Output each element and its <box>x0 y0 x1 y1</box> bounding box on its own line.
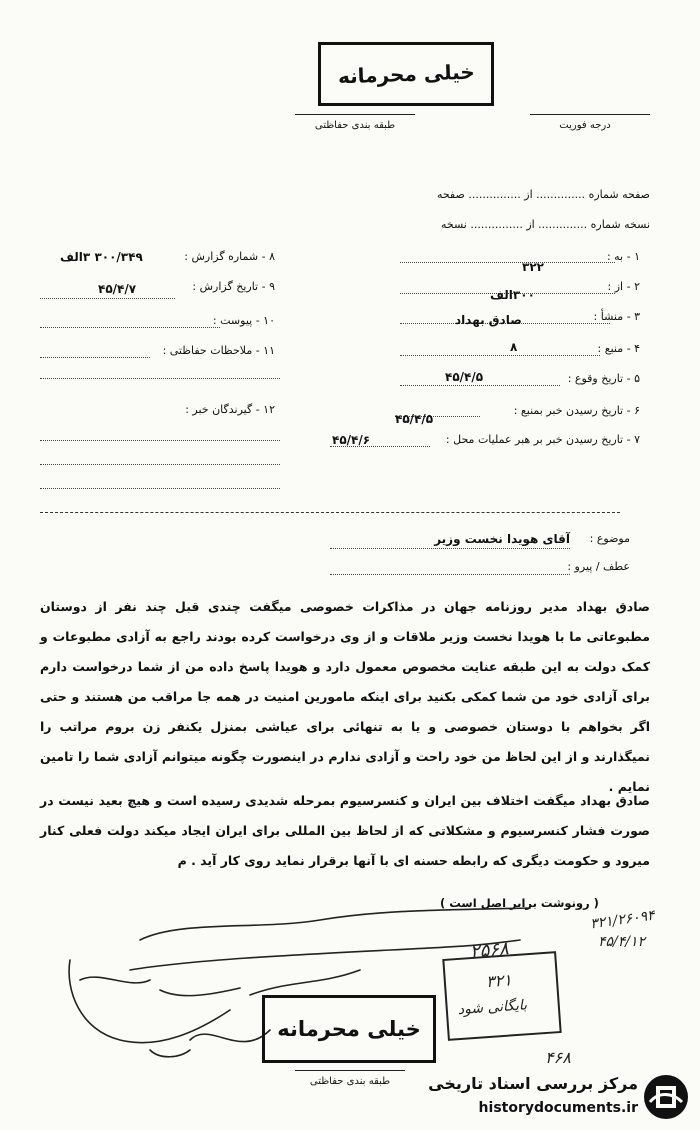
field-9-line <box>40 298 175 299</box>
field-9-label: ۹ - تاریخ گزارش : <box>192 280 275 293</box>
priority-label: درجه فوریت <box>559 120 611 131</box>
field-5-label: ۵ - تاریخ وقوع : <box>567 372 640 385</box>
field-12-line-2 <box>40 464 280 465</box>
reference-label: عطف / پیرو : <box>567 560 630 573</box>
field-7-value: ۴۵/۴/۶ <box>332 433 371 447</box>
reference-line <box>330 574 570 575</box>
subject-value: آقای هویدا نخست وزیر <box>434 532 570 546</box>
field-11-line <box>40 357 150 358</box>
handwritten-number-mid: ۲۵۶۸ <box>469 938 510 963</box>
field-5-line <box>400 385 560 386</box>
watermark <box>420 1070 690 1126</box>
classification-line-bottom <box>295 1070 405 1071</box>
field-5-value: ۴۵/۴/۵ <box>445 370 484 384</box>
field-12-line-3 <box>40 488 280 489</box>
handwritten-number-bottom: ۴۶۸ <box>545 1048 571 1067</box>
field-10-label: ۱۰ - پیوست : <box>212 314 275 327</box>
field-2-value: ۳۰۰الف <box>490 288 535 302</box>
field-4-value: ۸ <box>510 340 518 354</box>
body-paragraph-1: صادق بهداد مدیر روزنامه جهان در مذاکرات خصوصی میگفت چندی قبل چند نفر از دوستان مطبوعاتی ما با هویدا نخست وزیر ملاقات و از وی درخواست کرده بودند راجع به آزادی مطبوعات و کمک دولت به این طبقه عنایت مخصوص معمول دارد و هویدا پاسخ داده من از شما درخواست دارم برای آزادی خود من شما کمکی بکنید برای اینکه مامورین امنیت در همه جا مراقب من هستند و حتی اگر بخواهم با دوستان خصوصی و یا به تنهائی برای عیاشی بمنزل یکنفر زن بروم مراتب را نمیگذارند و از این لحاظ من خود راحت و آزادی ندارم در اینصورت چگونه میتوانم آزادی شما را تامین نمایم . <box>40 599 650 794</box>
archive-stamp-number: ۳۲۱ <box>485 970 513 992</box>
watermark-url: historydocuments.ir <box>478 1100 638 1116</box>
classification-label-top: طبقه بندی حفاظتی <box>314 120 396 131</box>
subject-label: موضوع : <box>589 532 630 545</box>
field-3-value: صادق بهداد <box>455 313 522 327</box>
field-6-value: ۴۵/۴/۵ <box>395 412 434 426</box>
field-1-line <box>400 262 615 263</box>
field-7-label: ۷ - تاریخ رسیدن خبر بر هبر عملیات محل : <box>445 433 640 446</box>
field-4-label: ۴ - منبع : <box>597 342 640 355</box>
field-6-label: ۶ - تاریخ رسیدن خبر بمنبع : <box>513 404 640 417</box>
field-1-value: ۳۲۲ <box>522 260 544 274</box>
field-11-label: ۱۱ - ملاحظات حفاظتی : <box>162 344 275 357</box>
copy-certification-note: ( رونوشت برابر اصل است ) <box>440 896 599 910</box>
field-9-value: ۴۵/۴/۷ <box>98 282 137 296</box>
classification-label-bottom: طبقه بندی حفاظتی <box>309 1076 391 1087</box>
handwritten-date: ۴۵/۴/۱۲ <box>598 934 646 950</box>
page-number-line: صفحه شماره .............. از ............... صفحه <box>436 188 650 201</box>
top-classification-stamp: خیلی محرمانه <box>318 42 494 106</box>
classification-line-top <box>295 114 415 115</box>
section-divider <box>40 512 620 513</box>
priority-line <box>530 114 650 115</box>
field-3-label: ۳ - منشأ : <box>593 310 640 323</box>
archive-stamp <box>442 951 561 1041</box>
watermark-title: مرکز بررسی اسناد تاریخی <box>428 1074 638 1093</box>
field-12-label: ۱۲ - گیرندگان خبر : <box>185 403 275 416</box>
field-2-label: ۲ - از : <box>607 280 640 293</box>
field-12-line-1 <box>40 440 280 441</box>
field-4-line <box>400 355 600 356</box>
archive-stamp-text: بایگانی شود <box>457 997 528 1019</box>
field-8-label: ۸ - شماره گزارش : <box>184 250 275 263</box>
subject-line <box>330 548 570 549</box>
copy-number-line: نسخه شماره .............. از ............... نسخه <box>441 218 650 231</box>
watermark-logo-icon <box>642 1072 690 1122</box>
body-paragraph-2: صادق بهداد میگفت اختلاف بین ایران و کنسرسیوم بمرحله شدیدی رسیده است و هیچ بعید نیست در صورت فشار کنسرسیوم و مشکلاتی که از لحاظ بین المللی برای ایران ایجاد میکند دولت فعلی کنار میرود و حکومت دیگری که رابطه حسنه ای با آنها برقرار نماید روی کار آید . م <box>40 793 650 868</box>
bottom-classification-stamp: خیلی محرمانه <box>262 995 436 1063</box>
field-11-line-2 <box>40 378 280 379</box>
handwritten-ref-number: ۳۲۱/۲۶۰۹۴ <box>589 907 656 933</box>
field-8-value: ۳۰۰/۳۴۹ ۳الف <box>60 250 143 264</box>
field-1-label: ۱ - به : <box>606 250 640 263</box>
field-10-line <box>40 327 220 328</box>
